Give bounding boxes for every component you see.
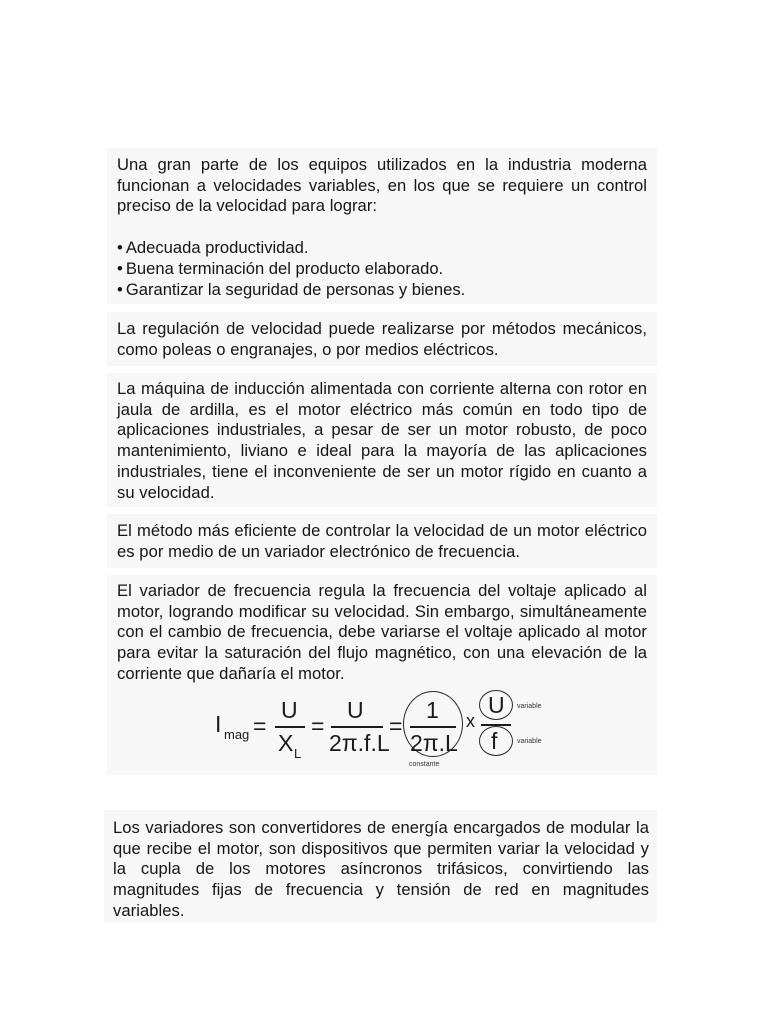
formula-denominator: f <box>491 728 498 754</box>
intro-paragraph: Una gran parte de los equipos utilizados en la industria moderna funcionan a velocidades variables, en los que se requiere un control preciso de la velocidad para lograr: <box>117 155 647 216</box>
formula-equals: = <box>389 713 403 739</box>
formula-times: x <box>466 711 475 731</box>
intro-block <box>107 148 657 304</box>
method-paragraph: El método más eficiente de controlar la velocidad de un motor eléctrico es por medio de un variador electrónico de frecuencia. <box>117 521 647 561</box>
formula-numerator: U <box>488 692 505 718</box>
converters-block <box>104 810 657 922</box>
formula-current-symbol: I <box>215 711 222 737</box>
bullet-item <box>117 237 647 258</box>
bullet-symbol: • <box>117 238 123 258</box>
induction-block <box>107 373 657 507</box>
formula-fraction-bar <box>331 726 383 728</box>
formula-denominator: 2π.f.L <box>329 730 390 756</box>
formula-variable-label-top: variable <box>517 703 542 710</box>
variator-paragraph: El variador de frecuencia regula la frecuencia del voltaje aplicado al motor, logrando modificar su velocidad. Sin embargo, simultáneamente con el cambio de frecuencia, debe variarse el voltaje aplicado al motor para evitar la saturación del flujo magnético, con una elevación de la corriente que dañaría el motor. <box>117 581 647 683</box>
bullet-item <box>117 258 647 279</box>
formula-denominator: X <box>278 730 294 756</box>
bullet-symbol: • <box>117 280 123 300</box>
variator-block <box>107 575 657 775</box>
formula-numerator: U <box>347 697 364 723</box>
bullet-symbol: • <box>117 259 123 279</box>
bullet-text: Adecuada productividad. <box>125 238 309 258</box>
induction-paragraph: La máquina de inducción alimentada con corriente alterna con rotor en jaula de ardilla, es el motor eléctrico más común en todo tipo de aplicaciones industriales, a pesar de ser un motor robusto, de poco mantenimiento, liviano e ideal para la mayoría de las aplicaciones industriales, tiene el inconveniente de ser un motor rígido en cuanto a su velocidad. <box>117 379 647 502</box>
formula-equals: = <box>311 713 325 739</box>
bullet-list <box>117 237 647 300</box>
magnetizing-current-formula <box>207 693 567 773</box>
regulation-paragraph: La regulación de velocidad puede realizarse por métodos mecánicos, como poleas o engranajes, o por medios eléctricos. <box>117 319 647 359</box>
formula-denominator: 2π.L <box>410 730 458 756</box>
formula-equals: = <box>253 713 267 739</box>
bullet-text: Garantizar la seguridad de personas y bienes. <box>125 280 466 300</box>
formula-fraction-bar <box>410 726 456 728</box>
bullet-text: Buena terminación del producto elaborado. <box>125 259 444 279</box>
formula-denominator-subscript: L <box>294 746 302 761</box>
formula-fraction-bar <box>275 726 305 728</box>
formula-numerator: 1 <box>426 697 439 723</box>
method-block <box>107 514 657 568</box>
formula-numerator: U <box>281 697 298 723</box>
formula-variable-label-bottom: variable <box>517 738 542 745</box>
converters-paragraph: Los variadores son convertidores de energía encargados de modular la que recibe el motor, son dispositivos que permiten variar la velocidad y la cupla de los motores asíncronos trifásicos, convirtiendo las magnitudes fijas de frecuencia y tensión de red en magnitudes variables. <box>113 818 649 920</box>
formula-current-subscript: mag <box>224 727 250 742</box>
regulation-block <box>107 312 657 366</box>
formula-constant-label: constante <box>409 761 440 768</box>
bullet-item <box>117 279 647 300</box>
